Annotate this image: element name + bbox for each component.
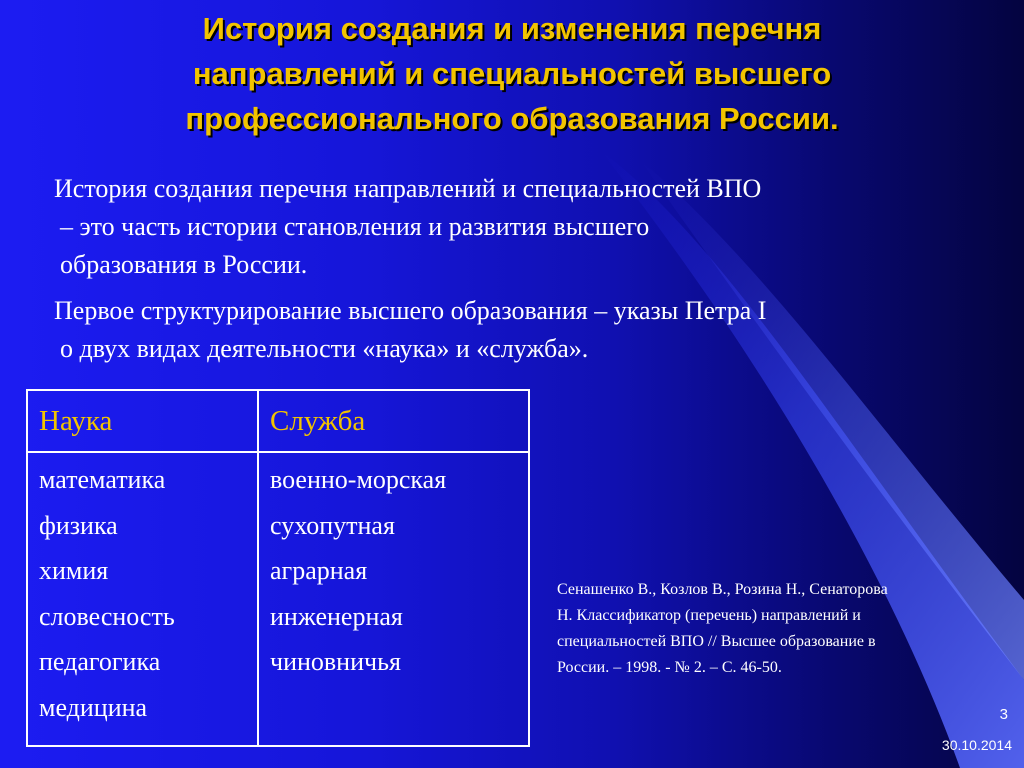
title-line: История создания и изменения перечня [202,11,822,46]
activities-table [26,389,530,747]
table-cell: чиновничья [270,647,401,676]
paragraph-line: – это часть истории становления и развития высшего [60,212,650,241]
slide-number: 3 [999,706,1008,723]
table-cell: педагогика [39,647,161,676]
header-science: Наука [39,405,113,437]
reference-line: Сенашенко В., Козлов В., Розина Н., Сенаторова [557,581,888,598]
table-cell: военно-морская [270,465,447,494]
table-cell: медицина [39,692,148,722]
reference-line: специальностей ВПО // Высшее образование в [557,633,876,650]
table-cell: инженерная [270,601,403,631]
paragraph-history [0,170,1024,284]
slide-title [40,6,984,141]
paragraph-line: образования в России. [60,250,308,279]
header-divider [28,451,528,453]
column-divider [257,391,259,745]
science-list [39,457,175,730]
table-cell: химия [39,556,109,585]
reference-line: России. – 1998. - № 2. – С. 46-50. [557,659,782,676]
body-text [0,170,1024,368]
paragraph-line: Первое структурирование высшего образования – указы Петра I [54,296,767,325]
title-line: профессионального образования России. [185,101,839,136]
slide-date: 30.10.2014 [941,737,1012,753]
table-cell: физика [39,510,118,540]
reference-citation [557,577,977,681]
table-cell: математика [39,465,166,494]
paragraph-peter [0,292,1024,368]
table-cell: аграрная [270,556,368,585]
table-cell: словесность [39,601,175,631]
title-line: направлений и специальностей высшего [192,56,832,91]
paragraph-line: История создания перечня направлений и специальностей ВПО [54,174,762,203]
reference-line: Н. Классификатор (перечень) направлений и [557,607,861,624]
paragraph-line: о двух видах деятельности «наука» и «служба». [60,334,589,363]
header-service: Служба [270,405,366,437]
service-list [270,457,446,685]
table-cell: сухопутная [270,510,395,540]
